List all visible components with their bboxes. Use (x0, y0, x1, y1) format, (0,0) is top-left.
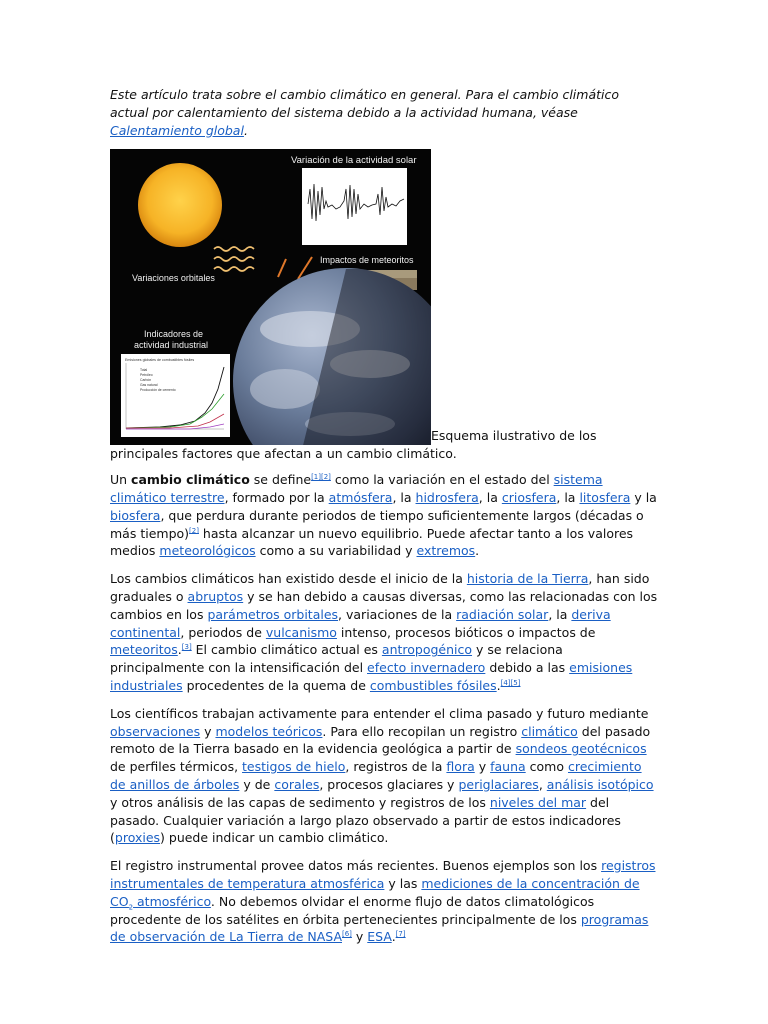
link-atmosfera[interactable]: atmósfera (328, 489, 393, 505)
text: , la (478, 489, 502, 505)
link-biosfera[interactable]: biosfera (110, 507, 161, 523)
text: del pasado remoto de la Tierra basado en la evidencia geológica a partir de (110, 723, 651, 757)
ref-4[interactable]: [4] (500, 678, 511, 687)
text: , la (392, 489, 416, 505)
label-solar-activity: Variación de la actividad solar (291, 155, 417, 167)
link-proxies[interactable]: proxies (114, 830, 161, 846)
text: , han sido graduales o (110, 571, 650, 604)
text: . Para ello recopilan un registro (322, 723, 522, 739)
link-deriva-continental[interactable]: deriva continental (110, 606, 611, 640)
text: , periodos de (180, 624, 266, 640)
label-industrial-2: actividad industrial (134, 340, 209, 351)
link-fauna[interactable]: fauna (490, 759, 526, 775)
hatnote-end: . (243, 122, 248, 138)
text: como a su variabilidad y (255, 543, 417, 559)
text: como (525, 759, 568, 775)
paragraph-instrumental (110, 857, 658, 946)
text: de perfiles térmicos, (110, 759, 243, 775)
figure-with-caption (110, 149, 658, 463)
link-registros-temperatura[interactable]: registros instrumentales de temperatura atmosférica (110, 858, 656, 891)
label-orbital-variations: Variaciones orbitales (132, 273, 215, 284)
ref-1[interactable]: [1] (311, 473, 321, 482)
ref-6[interactable]: [6] (342, 930, 352, 939)
text: , procesos glaciares y (319, 776, 459, 792)
link-esa[interactable]: ESA (367, 929, 392, 945)
text: Los científicos trabajan activamente para entender el clima pasado y futuro mediante (110, 705, 649, 721)
ref-2[interactable]: [2] (320, 473, 331, 482)
link-extremos[interactable]: extremos (416, 543, 476, 559)
link-hidrosfera[interactable]: hidrosfera (415, 489, 479, 505)
text: y se han debido a causas diversas, como las relacionadas con los cambios en los (110, 588, 658, 622)
link-climatico[interactable]: climático (521, 723, 578, 739)
text: y (351, 929, 368, 945)
label-industrial-1: Indicadores de (144, 329, 204, 340)
link-antropogenico[interactable]: antropogénico (381, 642, 473, 658)
text: , formado por la (224, 489, 329, 505)
text: hasta alcanzar un nuevo equilibrio. Puede afectar tanto a los valores medios (110, 525, 634, 559)
link-calentamiento-global[interactable]: Calentamiento global (110, 122, 244, 138)
link-corales[interactable]: corales (274, 776, 320, 792)
link-niveles-mar[interactable]: niveles del mar (489, 794, 587, 810)
link-analisis-isotopico[interactable]: análisis isotópico (546, 776, 654, 792)
text: como la variación en el estado del (330, 472, 554, 488)
link-meteorologicos[interactable]: meteorológicos (159, 543, 256, 559)
text: se define (249, 472, 312, 488)
link-text: mediciones de la concentración de CO (110, 875, 640, 909)
text: y de (239, 776, 275, 792)
sun-graphic (138, 163, 222, 247)
text: Un (110, 472, 132, 488)
link-sistema-climatico[interactable]: sistema climático terrestre (110, 472, 603, 505)
text: debido a las (485, 660, 570, 676)
text: y (200, 723, 216, 739)
hatnote-text: Este artículo trata sobre el cambio climático en general. Para el cambio climático actual por calentamiento del sistema debido a la actividad humana, véase (110, 87, 620, 120)
text: , variaciones de la (338, 606, 457, 622)
legend-coal: Carbón (140, 378, 152, 383)
text: intenso, procesos bióticos o impactos de (336, 624, 596, 640)
link-flora[interactable]: flora (446, 759, 475, 775)
link-observaciones[interactable]: observaciones (110, 723, 201, 739)
text: y otros análisis de las capas de sedimento y registros de los (110, 794, 490, 810)
text: . (496, 677, 501, 693)
link-modelos-teoricos[interactable]: modelos teóricos (215, 723, 323, 739)
link-sondeos-geotecnicos[interactable]: sondeos geotécnicos (515, 741, 647, 757)
link-litosfera[interactable]: litosfera (579, 489, 631, 505)
legend-gas: Gas natural (140, 383, 158, 388)
text: y se relaciona principalmente con la intensificación del (110, 642, 563, 676)
text: ) puede indicar un cambio climático. (160, 830, 389, 846)
link-radiacion-solar[interactable]: radiación solar (456, 606, 549, 622)
emissions-inset-chart (121, 354, 230, 437)
text: . (475, 543, 480, 559)
ref-5[interactable]: [5] (510, 678, 521, 687)
climate-factors-figure (110, 149, 431, 445)
hatnote (110, 86, 658, 139)
link-programas-nasa[interactable]: programas de observación de La Tierra de NASA (110, 911, 649, 945)
text: El cambio climático actual es (191, 642, 382, 658)
ref-7[interactable]: [7] (395, 930, 406, 939)
inset-title: Emisiones globales de combustibles fósiles (125, 358, 195, 363)
text: y la (630, 489, 657, 505)
text: , (538, 776, 547, 792)
ref-3[interactable]: [3] (181, 643, 192, 652)
legend-cement: Producción de cemento (140, 388, 176, 393)
link-parametros-orbitales[interactable]: parámetros orbitales (207, 606, 339, 622)
link-emisiones-industriales[interactable]: emisiones industriales (110, 660, 633, 693)
link-meteoritos[interactable]: meteoritos (110, 642, 178, 658)
link-historia-tierra[interactable]: historia de la Tierra (466, 571, 589, 587)
figure-caption: Esquema ilustrativo de los principales factores que afectan a un cambio climático. (110, 428, 597, 462)
link-abruptos[interactable]: abruptos (187, 588, 244, 604)
subscript: 2 (128, 903, 134, 912)
label-meteor-impacts: Impactos de meteoritos (320, 255, 414, 266)
legend-oil: Petróleo (140, 373, 153, 378)
text: , la (556, 489, 580, 505)
text: , la (548, 606, 572, 622)
text: Los cambios climáticos han existido desde el inicio de la (110, 571, 467, 587)
solar-activity-plot (302, 168, 407, 245)
text: . (177, 642, 182, 658)
ref-2b[interactable]: [2] (189, 526, 199, 535)
link-periglaciares[interactable]: periglaciares (458, 776, 539, 792)
text: del pasado. Cualquier variación a largo plazo observado a partir de estos indicadores ( (110, 794, 621, 846)
article-body (110, 86, 658, 956)
link-text: atmosférico (133, 893, 211, 909)
text: , que perdura durante periodos de tiempo suficientemente largos (décadas o más tiempo) (110, 507, 644, 541)
link-anillos-arboles[interactable]: crecimiento de anillos de árboles (110, 759, 642, 792)
text: . (391, 929, 396, 945)
link-criosfera[interactable]: criosfera (501, 489, 557, 505)
text: y (474, 759, 491, 775)
link-vulcanismo[interactable]: vulcanismo (265, 624, 337, 640)
paragraph-definition (110, 471, 658, 560)
text: El registro instrumental provee datos más recientes. Buenos ejemplos son los (110, 858, 602, 874)
link-testigos-hielo[interactable]: testigos de hielo (242, 759, 346, 775)
link-efecto-invernadero[interactable]: efecto invernadero (367, 660, 486, 676)
term-bold: cambio climático (131, 472, 250, 488)
link-combustibles-fosiles[interactable]: combustibles fósiles (369, 677, 497, 693)
text: procedentes de la quema de (182, 677, 370, 693)
text: . No debemos olvidar el enorme flujo de datos climatológicos procedente de los satélites en órbita pertenecientes principalmente de los (110, 893, 595, 927)
text: , registros de la (345, 759, 447, 775)
legend-total: Total (140, 368, 148, 373)
paragraph-history (110, 570, 658, 695)
text: y las (384, 875, 422, 891)
paragraph-research (110, 705, 658, 847)
